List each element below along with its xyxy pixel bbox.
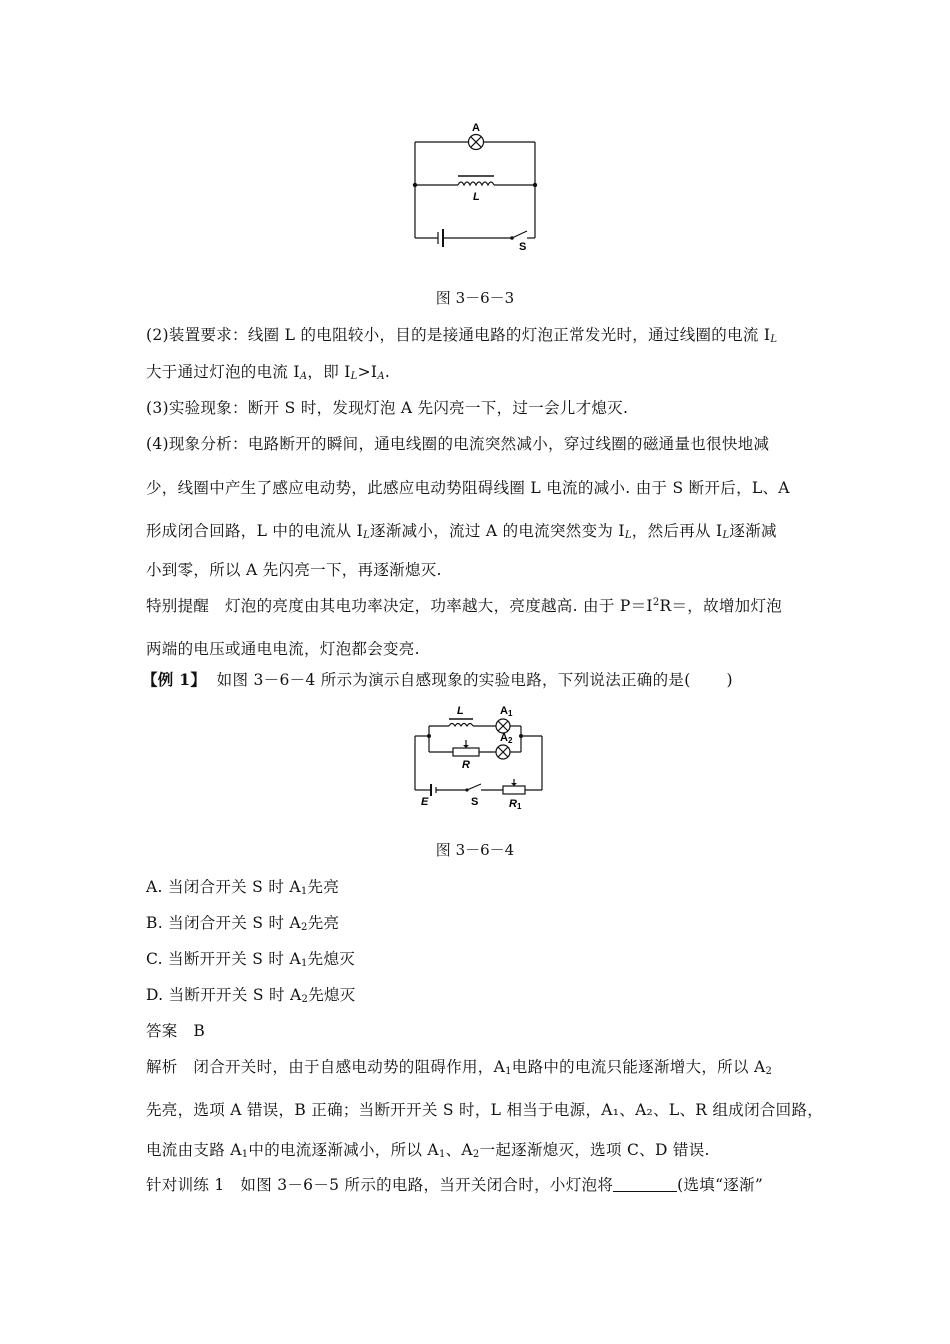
label-S: S: [471, 796, 479, 808]
figure-caption-3-6-4: 图 3－6－4: [435, 841, 515, 859]
inductor-coil-icon: [458, 182, 494, 185]
special-tip-line-1: 特别提醒 灯泡的亮度由其电功率决定，功率越大，亮度越高. 由于 $P=I^2R=$，故增加灯泡: [146, 596, 783, 615]
answer: 答案 B: [146, 1022, 206, 1040]
explanation-line-1: 解析 闭合开关时，由于自感电动势的阻碍作用，$A_1$电路中的电流只能逐渐增大，所以 $A_2$: [146, 1058, 773, 1077]
explanation-line-2: 先亮，选项 A 错误，B 正确；当断开开关 S 时，L 相当于电源，A₁、A₂、L、R 组成闭合回路，: [146, 1101, 824, 1119]
circuit-figure-3-6-3: [400, 118, 550, 253]
circuit-figure-3-6-4: [405, 704, 555, 814]
analysis-line-3: 形成闭合回路，L 中的电流从 $I_L$逐渐减小，流过 A 的电流突然变为 $I_L$，然后再从 $I_L$逐渐减: [146, 522, 777, 541]
special-tip-line-2: 两端的电压或通电电流，灯泡都会变亮.: [146, 640, 420, 658]
label-R: R: [462, 759, 470, 771]
resistor-r1-icon: [503, 786, 525, 794]
analysis-line-4: 小到零，所以 A 先闪亮一下，再逐渐熄灭.: [146, 561, 442, 579]
experiment-phenomenon: (3)实验现象：断开 S 时，发现灯泡 A 先闪亮一下，过一会儿才熄灭.: [146, 399, 629, 417]
option-d: D. 当断开开关 S 时 $A_2$先熄灭: [146, 986, 356, 1005]
inductor-coil-icon: [449, 724, 473, 727]
option-b: B. 当闭合开关 S 时 $A_2$先亮: [146, 914, 340, 933]
device-requirement-line-1: (2)装置要求：线圈 L 的电阻较小，目的是接通电路的灯泡正常发光时，通过线圈的电流 $I_L$: [146, 326, 778, 345]
figure-caption-3-6-3: 图 3－6－3: [435, 289, 515, 307]
option-c: C. 当断开开关 S 时 $A_1$先熄灭: [146, 950, 356, 969]
analysis-line-1: (4)现象分析：电路断开的瞬间，通电线圈的电流突然减小，穿过线圈的磁通量也很快地减: [146, 435, 770, 453]
switch-label: S: [519, 241, 527, 253]
coil-label: L: [473, 191, 480, 203]
device-requirement-line-2: 大于通过灯泡的电流 $I_A$，即 $I_L>I_A$.: [146, 363, 391, 382]
answer-blank[interactable]: [613, 1177, 677, 1192]
label-A2: A2: [500, 732, 513, 745]
lamp-label: A: [472, 122, 480, 134]
resistor-r-icon: [453, 748, 479, 756]
label-E: E: [421, 796, 429, 808]
label-R1: R1: [509, 798, 522, 811]
option-a: A. 当闭合开关 S 时 $A_1$先亮: [146, 878, 340, 897]
analysis-line-2: 少，线圈中产生了感应电动势，此感应电动势阻碍线圈 L 电流的减小. 由于 S 断开后，L、A: [146, 479, 790, 497]
label-A1: A1: [500, 705, 513, 718]
practice-question: 针对训练 1 如图 3－6－5 所示的电路，当开关闭合时，小灯泡将 (选填“逐渐”: [146, 1176, 764, 1194]
example-question: 【例 1】 如图 3－6－4 所示为演示自感现象的实验电路，下列说法正确的是( ): [142, 670, 733, 689]
label-L: L: [457, 705, 464, 717]
explanation-line-3: 电流由支路 $A_1$中的电流逐渐减小，所以 $A_1$、$A_2$一起逐渐熄灭，选项 C、D 错误.: [146, 1141, 710, 1160]
